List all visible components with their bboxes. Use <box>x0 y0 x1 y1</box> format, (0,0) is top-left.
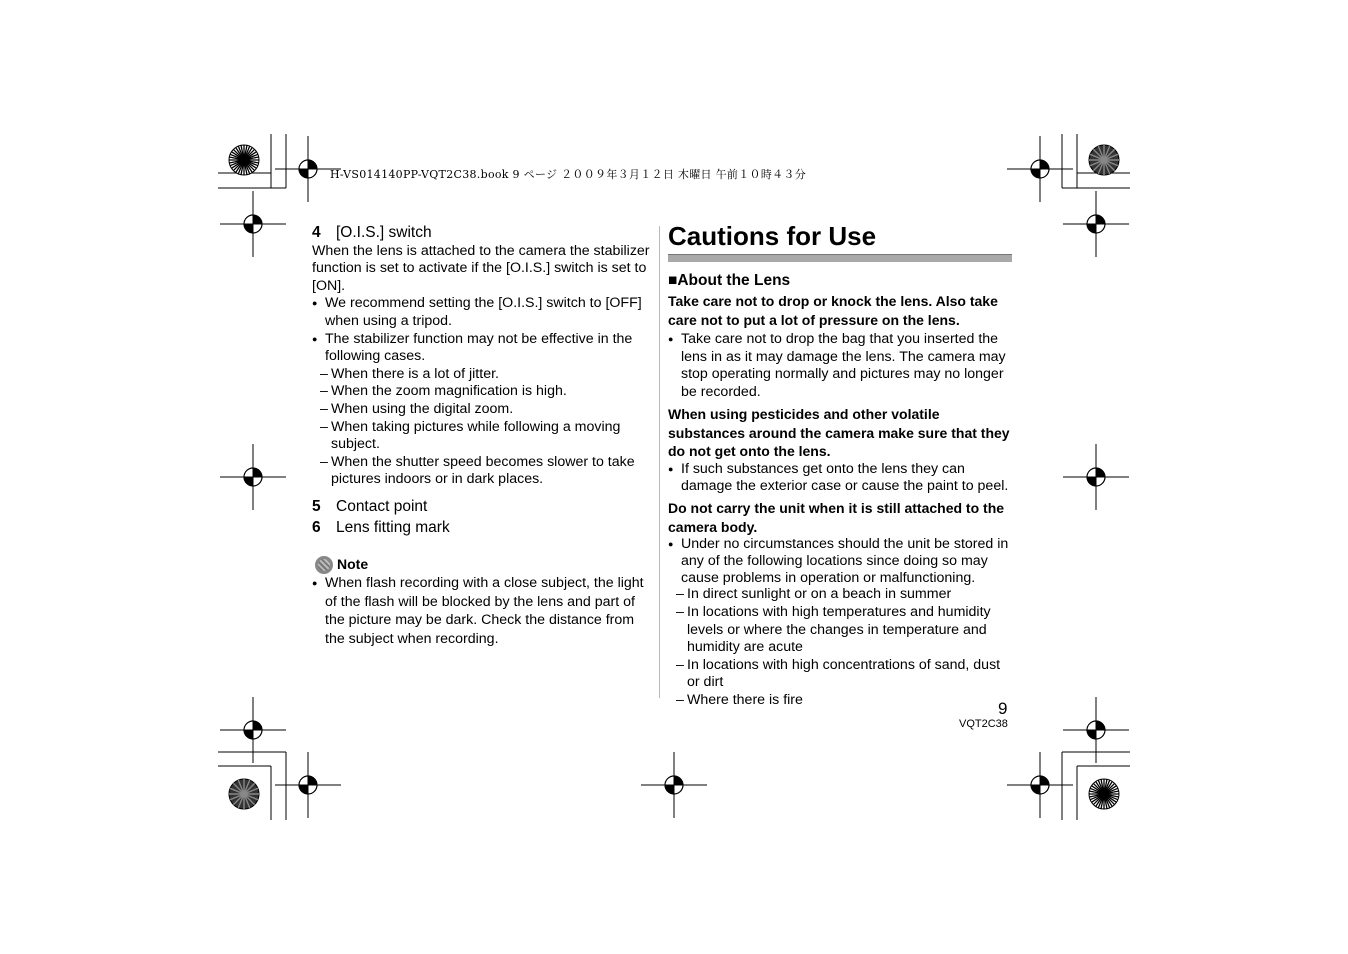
dash-item: – In locations with high temperatures and humidity levels or where the changes in temperature and humidity are acute <box>668 604 1012 657</box>
note-heading <box>312 556 654 574</box>
dash-item: – In locations with high concentrations of sand, dust or dirt <box>668 657 1012 692</box>
section-heading: ■About the Lens <box>668 272 791 289</box>
page-number: 9 <box>998 699 1008 718</box>
column-divider <box>659 226 660 698</box>
bullet-item: ● The stabilizer function may not be effective in the following cases. <box>312 331 654 366</box>
right-column <box>668 220 1012 710</box>
ois-description: When the lens is attached to the camera the stabilizer function is set to activate if the [O.I.S.] switch is set to [ON]. <box>312 242 650 294</box>
item-6-heading <box>312 518 654 538</box>
title-underline <box>668 254 1012 262</box>
bullet-item: ● We recommend setting the [O.I.S.] switch to [OFF] when using a tripod. <box>312 295 654 330</box>
caution-heading: Do not carry the unit when it is still attached to the camera body. <box>668 500 1005 535</box>
print-header: H-VS014140PP-VQT2C38.book 9 ページ ２００９年３月１２日 木曜日 午前１０時４３分 <box>330 168 807 181</box>
dash-item: – When using the digital zoom. <box>312 401 654 419</box>
dash-item: – When the shutter speed becomes slower to take pictures indoors or in dark places. <box>312 454 654 489</box>
caution-heading: Take care not to drop or knock the lens. Also take care not to put a lot of pressure on the lens. <box>668 293 998 328</box>
item-4-heading <box>312 224 654 242</box>
bullet-item: ● If such substances get onto the lens they can damage the exterior case or cause the paint to peel. <box>668 461 1012 496</box>
item-5-heading <box>312 497 654 517</box>
dash-item: – In direct sunlight or on a beach in summer <box>668 586 1012 604</box>
note-icon <box>315 556 333 574</box>
left-column <box>312 224 654 648</box>
dash-item: – When taking pictures while following a moving subject. <box>312 419 654 454</box>
item-label: Lens fitting mark <box>336 518 450 536</box>
item-number: 6 <box>312 518 321 536</box>
caution-heading: When using pesticides and other volatile substances around the camera make sure that they do not get onto the lens. <box>668 406 1010 460</box>
dash-item: – When the zoom magnification is high. <box>312 383 654 401</box>
note-label: Note <box>337 556 369 573</box>
page-title: Cautions for Use <box>668 221 877 251</box>
note-bullet: ● When flash recording with a close subject, the light of the flash will be blocked by the lens and part of the picture may be dark. Check the distance from the subject when recording. <box>312 574 654 648</box>
dash-item: – Where there is fire <box>668 692 1012 710</box>
item-number: 5 <box>312 497 321 515</box>
item-number: 4 <box>312 224 321 241</box>
dash-item: – When there is a lot of jitter. <box>312 366 654 384</box>
bullet-item: ● Under no circumstances should the unit be stored in any of the following locations since doing so may cause problems in operation or malfunctioning. <box>668 536 1012 586</box>
item-label: [O.I.S.] switch <box>336 224 432 241</box>
item-label: Contact point <box>336 497 428 515</box>
model-code: VQT2C38 <box>959 718 1008 730</box>
bullet-item: ● Take care not to drop the bag that you inserted the lens in as it may damage the lens. The camera may stop operating normally and pictures may no longer be recorded. <box>668 331 1012 401</box>
